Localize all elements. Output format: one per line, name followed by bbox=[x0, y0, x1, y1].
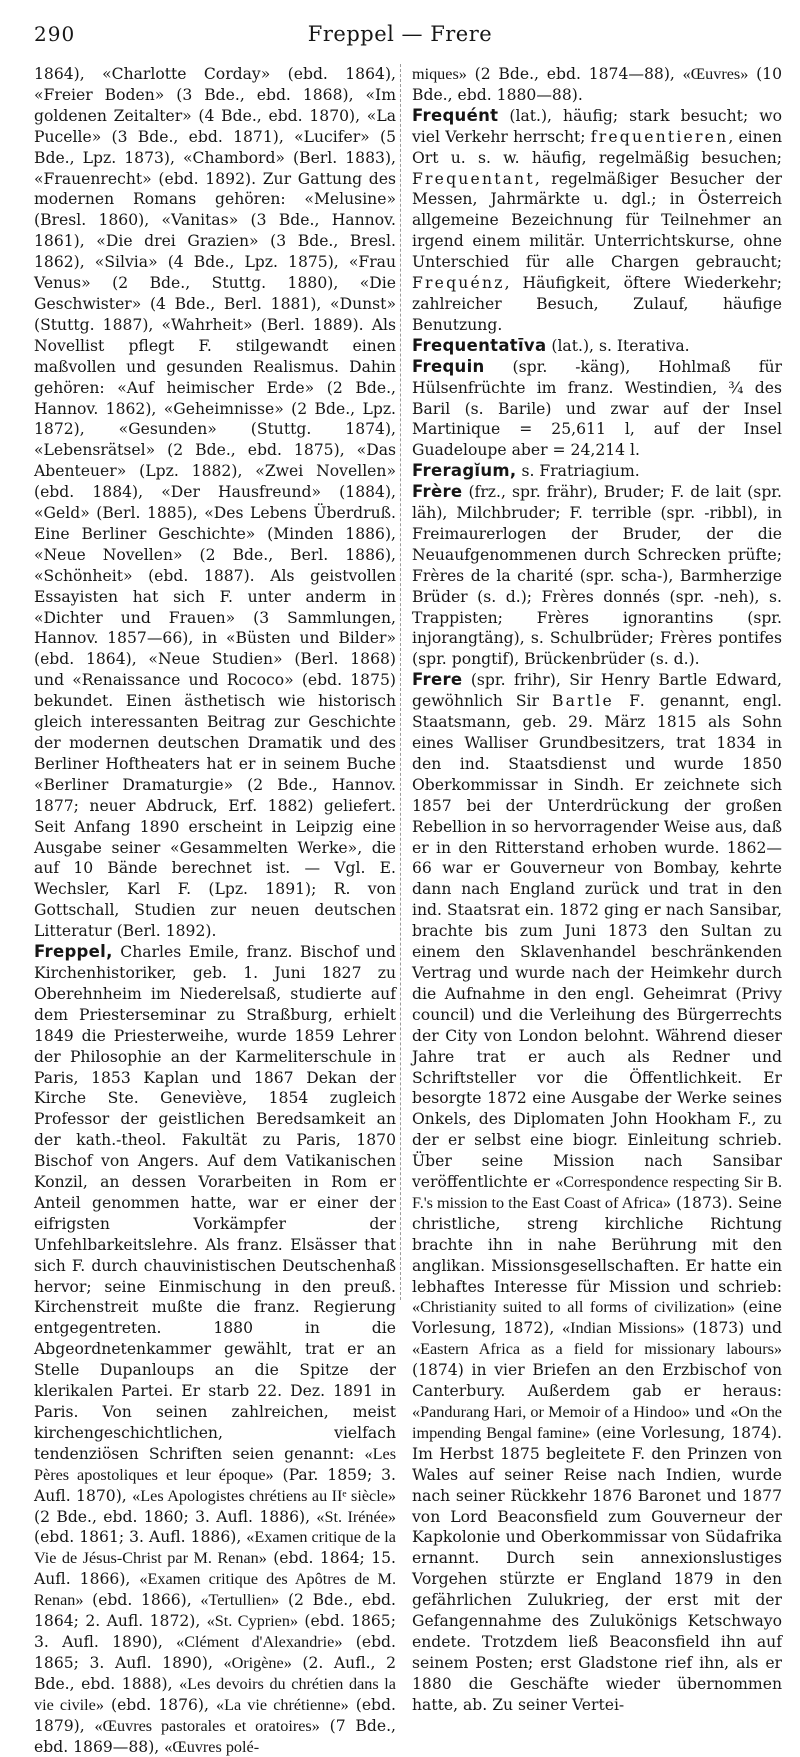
entry-text: (2 Bde., ebd. 1860; 3. Aufl. 1886), bbox=[34, 1507, 317, 1526]
work-title: «Examen critique de la Vie de Jésus-Christ par M. Renan» bbox=[34, 1528, 396, 1568]
page-number: 290 bbox=[34, 22, 76, 46]
entry-text: (lat.), s. Iterativa. bbox=[546, 336, 690, 355]
entry-text: (1874) in vier Briefen an den Erzbischof von Canterbury. Außerdem gab er heraus: bbox=[412, 1361, 782, 1401]
entry-text: (eine Vorlesung, 1874). Im Herbst 1875 begleitete F. den Prinzen von Wales auf seiner Reise nach Indien, wurde nach seiner Rückkehr 1876 Baronet und 1877 von Lord Beaconsfield zum Gouverneur der Kapkolonie und Oberkommissar von Südafrika ernannt. Durch sein annexionslustiges Vorgehen stürzte er England 1879 in den gefährlichen Zulukrieg, der erst mit der Gefangennahme des Zulukönigs Ketschwayo endete. Trotzdem ließ Beaconsfield ihn auf seinem Posten; erst Gladstone rief ihn, als er 1880 die Geschäfte wieder übernommen hatte, ab. Zu seiner Vertei- bbox=[412, 1423, 782, 1714]
entry-text: (7 Bde., ebd. 1869—88), bbox=[34, 1716, 396, 1756]
entry-freppel bbox=[34, 942, 396, 1757]
entry-text: (ebd. 1864; 15. Aufl. 1866), bbox=[34, 1549, 396, 1589]
entry-text: und bbox=[690, 1403, 731, 1421]
headword-frere-fr: Frère bbox=[412, 482, 463, 502]
emphasized-term: Frequénz bbox=[412, 274, 505, 293]
entry-text: (2. Aufl., 2 Bde., ebd. 1888), bbox=[34, 1653, 396, 1693]
work-title: «St. Irénée» bbox=[316, 1507, 396, 1526]
entry-text: Charles Emile, franz. Bischof und Kirchenhistoriker, geb. 1. Juni 1827 zu Oberehnheim im Niederelsaß, studierte auf dem Priesterseminar zu Straßburg, erhielt 1849 die Priesterweihe, wurde 1859 Lehrer der Philosophie an der Karmeliterschule in Paris, 1853 Kaplan und 1867 Dekan der Kirche Ste. Geneviève, 1854 zugleich Professor der geistlichen Beredsamkeit an der kath.-theol. Fakultät zu Paris, 1870 Bischof von Angers. Auf dem Vatikanischen Konzil, an dessen Vorarbeiten in Rom er Anteil genommen hatte, war er einer der eifrigsten Vorkämpfer der Unfehlbarkeitslehre. Als franz. Elsässer that sich F. durch chauvinistischen Deutschenhaß hervor; seine Einmischung in den preuß. Kirchenstreit mußte die franz. Regierung entgegentreten. 1880 in die Abgeordnetenkammer gewählt, trat er an Stelle Dupanloups an die Spitze der klerikalen Partei. Er starb 22. Dez. 1891 in Paris. Von seinen zahlreichen, meist kirchengeschichtlichen, vielfach tendenziösen Schriften seien genannt: bbox=[34, 943, 396, 1463]
entry-text: (frz., spr. frähr), Bruder; F. de lait (spr. läh), Milchbruder; F. terrible (spr. -ribbl), in Freimaurerlogen der Bruder, der die Neuaufgenommenen durch Schrecken prüfte; Frères de la charité (spr. scha-), Barmherzige Brüder (s. d.); Frères donnés (spr. -neh), s. Trappisten; Frères ignorantins (spr. injorangtäng), s. Schulbrüder; Frères pontifes (spr. pongtif), Brückenbrüder (s. d.). bbox=[412, 483, 782, 669]
emphasized-term: Frequentant bbox=[412, 169, 535, 188]
work-title: «Clément d'Alexandrie» bbox=[176, 1632, 343, 1651]
entry-text: (2 Bde., ebd. 1864; 2. Aufl. 1872), bbox=[34, 1591, 396, 1631]
headword-freppel: Freppel, bbox=[34, 942, 113, 962]
work-title: «Christianity suited to all forms of civilization» bbox=[412, 1298, 736, 1317]
entry-text: (ebd. 1866), bbox=[83, 1591, 201, 1610]
entry-continuation bbox=[34, 64, 396, 942]
work-title: «Indian Missions» bbox=[561, 1319, 685, 1338]
entry-continuation-right bbox=[412, 64, 782, 106]
work-title: «Origène» bbox=[223, 1653, 292, 1672]
work-title: «Tertullien» bbox=[200, 1591, 280, 1610]
headword-frequentativa: Frequentatīva bbox=[412, 335, 547, 355]
work-title: «Œuvres polé- bbox=[164, 1737, 260, 1756]
entry-text: , regelmäßiger Besucher der Messen, Jahrmärkte u. dgl.; in Österreich allgemeine Bezeichnung für Teilnehmer an irgend einem militär. Unterrichtskurse, ohne Unterschied für alle Chargen gebraucht; bbox=[412, 169, 782, 272]
work-title: «Les devoirs du chrétien dans la vie civile» bbox=[34, 1674, 396, 1714]
entry-frere bbox=[412, 670, 782, 1715]
work-title: «Eastern Africa as a field for missionary labours» bbox=[412, 1340, 782, 1359]
page-header bbox=[0, 18, 800, 50]
entry-text: (ebd. 1865; 3. Aufl. 1890), bbox=[34, 1612, 396, 1651]
entry-text: (spr. frihr), Sir Henry Bartle Edward, gewöhnlich Sir bbox=[412, 671, 782, 711]
work-title: «La vie chrétienne» bbox=[216, 1695, 349, 1714]
entry-frere-fr bbox=[412, 482, 782, 670]
entry-text: s. Fratriagium. bbox=[516, 462, 640, 481]
work-title: «Examen critique des Apôtres de M. Renan» bbox=[34, 1570, 396, 1610]
entry-text: (eine Vorlesung, 1872), bbox=[412, 1298, 782, 1338]
work-title: «Correspondence respecting Sir B. F.'s mission to the East Coast of Africa» bbox=[412, 1173, 782, 1212]
entry-frequent bbox=[412, 106, 782, 336]
entry-text: (spr. -käng), Hohlmaß für Hülsenfrüchte im franz. Westindien, ¾ des Baril (s. Barile) und zwar auf der Insel Martinique = 25,611 l, auf der Insel Guadeloupe aber = 24,214 l. bbox=[412, 357, 782, 460]
right-column bbox=[412, 64, 782, 1714]
entry-text: (Par. 1859; 3. Aufl. 1870), bbox=[34, 1465, 396, 1505]
entry-text: , Häufigkeit, öftere Wiederkehr; zahlreicher Besuch, Zulauf, häufige Benutzung. bbox=[412, 274, 782, 334]
work-title: miques» bbox=[412, 65, 467, 83]
entry-text: (2 Bde., ebd. 1874—88), bbox=[466, 65, 683, 83]
left-column bbox=[34, 64, 396, 1756]
headword-frequent: Frequént bbox=[412, 105, 499, 125]
column-divider bbox=[400, 64, 401, 1300]
entry-freragium bbox=[412, 461, 782, 482]
entry-text: , einen Ort u. s. w. häufig, regelmäßig besuchen; bbox=[412, 127, 782, 167]
entry-text: genannt, engl. Staatsmann, geb. 29. März 1815 als Sohn eines Walliser Grundbesitzers, trat 1834 in den ind. Staatsdienst und wurde 1850 Oberkommissar in Sindh. Er zeichnete sich 1857 bei der Unterdrückung der großen Rebellion in so hervorragender Weise aus, daß er in den Ritterstand erhoben wurde. 1862—66 war er Gouverneur von Bombay, kehrte dann nach England zurück und trat in den ind. Staatsrat ein. 1872 ging er nach Sansibar, brachte bis zum Juni 1873 den Sultan zu einem den Sklavenhandel beschränkenden Vertrag und wurde nach der Heimkehr durch die Aufnahme in den engl. Geheimrat (Privy council) und die Verleihung des Bürgerrechts der City von London belohnt. Während dieser Jahre trat er auch als Redner und Schriftsteller vor die Öffentlichkeit. Er besorgte 1872 eine Ausgabe der Werke seines Onkels, des Diplomaten John Hookham F., zu der er selbst eine biogr. Einleitung schrieb. Über seine Mission nach Sansibar veröffentlichte er bbox=[412, 692, 782, 1192]
entry-text: (ebd. 1861; 3. Aufl. 1886), bbox=[34, 1528, 247, 1547]
headword-frequin: Frequin bbox=[412, 356, 485, 376]
work-title: «On the impending Bengal famine» bbox=[412, 1403, 782, 1442]
entry-text: (ebd. 1879), bbox=[34, 1695, 396, 1735]
entry-text: (1873). Seine christliche, streng kirchliche Richtung brachte ihn in nahe Berührung mit den anglikan. Missionsgesellschaften. Er hatte ein lebhaftes Interesse für Mission und schrieb: bbox=[412, 1193, 782, 1296]
work-title: «Œuvres pastorales et oratoires» bbox=[94, 1716, 320, 1735]
work-title: «Les Pères apostoliques et leur époque» bbox=[34, 1444, 396, 1484]
running-title: Freppel — Frere bbox=[307, 22, 493, 46]
emphasized-term: Bartle F. bbox=[551, 692, 647, 711]
entry-frequin bbox=[412, 357, 782, 462]
headword-freragium: Freragĭum, bbox=[412, 461, 517, 481]
work-title: «Les Apologistes chrétiens au IIᵉ siècle» bbox=[132, 1486, 396, 1505]
entry-text: (1873) und bbox=[684, 1319, 782, 1338]
work-title: «Pandurang Hari, or Memoir of a Hindoo» bbox=[412, 1403, 690, 1421]
work-title: «Œuvres» bbox=[682, 65, 749, 83]
entry-text: (10 Bde., ebd. 1880—88). bbox=[412, 65, 782, 104]
entry-frequentativa bbox=[412, 336, 782, 357]
emphasized-term: frequentieren bbox=[590, 127, 729, 146]
continuation-text: 1864), «Charlotte Corday» (ebd. 1864), «Freier Boden» (3 Bde., ebd. 1868), «Im goldenen Zeitalter» (4 Bde., ebd. 1870), «La Pucelle» (3 Bde., ebd. 1871), «Lucifer» (5 Bde., Lpz. 1873), «Chambord» (Berl. 1883), «Frauenrecht» (ebd. 1892). Zur Gattung des modernen Romans gehören: «Melusine» (Bresl. 1860), «Vanitas» (3 Bde., Hannov. 1861), «Die drei Grazien» (3 Bde., Bresl. 1862), «Silvia» (4 Bde., Lpz. 1875), «Frau Venus» (2 Bde., Stuttg. 1880), «Die Geschwister» (4 Bde., Berl. 1881), «Dunst» (Stuttg. 1887), «Wahrheit» (Berl. 1889). Als Novellist pflegt F. stilgewandt einen maßvollen und gesunden Realismus. Dahin gehören: «Auf heimischer Erde» (2 Bde., Hannov. 1862), «Geheimnisse» (2 Bde., Lpz. 1872), «Gesunden» (Stuttg. 1874), «Lebensrätsel» (2 Bde., ebd. 1875), «Das Abenteuer» (Lpz. 1882), «Zwei Novellen» (ebd. 1884), «Der Hausfreund» (1884), «Geld» (Berl. 1885), «Des Lebens Überdruß. Eine Berliner Geschichte» (Minden 1886), «Neue Novellen» (2 Bde., Berl. 1886), «Schönheit» (ebd. 1887). Als geistvollen Essayisten hat sich F. unter anderm in «Dichter und Frauen» (3 Sammlungen, Hannov. 1857—66), in «Büsten und Bilder» (ebd. 1864), «Neue Studien» (Berl. 1868) und «Renaissance und Rococo» (ebd. 1875) bekundet. Einen ästhetisch wie historisch gleich interessanten Beitrag zur Geschichte der modernen deutschen Dramatik und des Berliner Hoftheaters hat er in seinem Buche «Berliner Dramaturgie» (2 Bde., Hannov. 1877; neuer Abdruck, Erf. 1882) geliefert. Seit Anfang 1890 erscheint in Leipzig eine Ausgabe seiner «Gesammelten Werke», die auf 10 Bände berechnet ist. — Vgl. E. Wechsler, Karl F. (Lpz. 1891); R. von Gottschall, Studien zur neuen deutschen Litteratur (Berl. 1892). bbox=[34, 65, 396, 941]
headword-frere: Frere bbox=[412, 670, 463, 690]
entry-text: (ebd. 1876), bbox=[103, 1695, 217, 1714]
entry-text: (lat.), häufig; stark besucht; wo viel Verkehr herrscht; bbox=[412, 106, 782, 146]
work-title: «St. Cyprien» bbox=[206, 1612, 299, 1631]
entry-text: (ebd. 1865; 3. Aufl. 1890), bbox=[34, 1632, 396, 1672]
